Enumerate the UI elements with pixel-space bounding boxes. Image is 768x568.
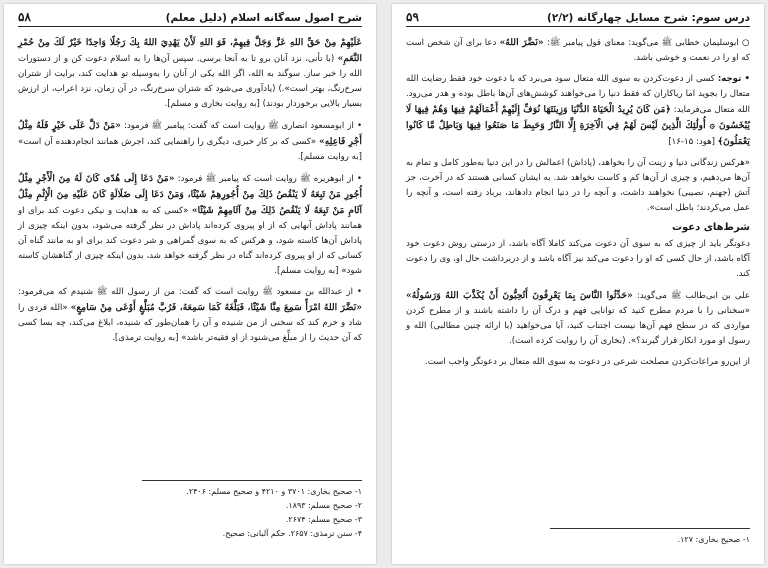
paragraph-lead: • از عبدالله بن مسعود ﷺ روایت است که گفت: من از رسول الله ﷺ شنیدم که می‌فرمود: bbox=[18, 287, 362, 297]
paragraph-text: «الله فردی را شاد و خرم کند که سخنی از من شنیده و آن را همان‌طور که شنیده، ابلاغ می‌کند، چه بسا کسی که آن حدیث را از مبلِّغ می‌شنود از او فقیه‌تر باشد» [به روایت ترمذی]. bbox=[18, 303, 362, 343]
paragraph-lead: • از ابوهریره ﷺ روایت است که پیامبر ﷺ فرمود: bbox=[177, 174, 362, 184]
paragraph-text: «سخنانی را با مردم مطرح کنید که توانایی فهم و درک آن را داشته باشند و از مطرح کردن مواردی که در سطح فهم آن‌ها نیست اجتناب کنید، آیا می‌خواهید (با ارائه چنین مطالبی) الله و رسول او مورد انکار قرار گیرند؟». (بخاری آن را روایت کرده است). bbox=[406, 306, 750, 346]
paragraph-text: (با تأنی، نزد آنان برو تا به آنجا برسی. سپس آن‌ها را به اسلام دعوت کن و از دستورات الله را خبر ساز. سوگند به الله، اگر الله یکی از آنان را به‌وسیله تو هدایت کند، برایت از شتران سرخ‌رنگ، بهتر است».) (یادآوری می‌شود که شتران سرخ‌رنگ، در آن زمان، نزد اعراب، از ارزش بسیار بالایی برخوردار بودند) [به روایت بخاری و مسلم]. bbox=[18, 54, 362, 109]
footnote: ۴- سنن ترمذی: ۲۶۵۷. حکم آلبانی: صحیح. bbox=[222, 529, 362, 538]
left-paragraph-3 bbox=[18, 171, 362, 279]
quran-verse: ﴿مَن كَانَ يُرِيدُ الْحَيَاةَ الدُّنْيَا وَزِينَتَهَا نُوَفِّ إِلَيْهِمْ أَعْمَالَهُمْ فِيهَا وَهُمْ فِيهَا لَا يُبْخَسُونَ ۞ أُولَٰئِكَ الَّذِينَ لَيْسَ لَهُمْ فِي الْآخِرَةِ إِلَّا النَّارُ وَحَبِطَ مَا صَنَعُوا فِيهَا وَبَاطِلٌ مَّا كَانُوا يَعْمَلُونَ﴾ bbox=[406, 104, 750, 147]
footnote: ۱- صحیح بخاری: ۱۲۷. bbox=[677, 535, 750, 544]
paragraph-lead: علی بن ابی‌طالب ﷺ می‌گوید: bbox=[636, 291, 750, 301]
right-paragraph-1 bbox=[406, 35, 750, 66]
paragraph-text: «هرکس زندگانی دنیا و زینت آن را بخواهد، (پاداش) اعمالش را در این دنیا به‌طور کامل و تمام به آن‌ها می‌دهیم، و چیزی از آن‌ها کم و کاست نخواهد شد. به ایشان کسانی هستند که در آخرت، جز آتش (جهنم، نصیبی) نخواهند داشت، و آنچه را در دنیا انجام دادهاند، برباد رفته است، و آنچه را عمل می‌کردند؛ باطل است». bbox=[406, 158, 750, 213]
left-page-title: شرح اصول سه‌گانه اسلام (دلیل معلم) bbox=[165, 12, 362, 24]
paragraph-text: «کسی که بر کار خیری، دیگری را راهنمایی کند، اجرش همانند انجام‌دهنده آن است» [به روایت مسلم]. bbox=[18, 137, 362, 162]
paragraph-text: «کسی که به هدایت و نیکی دعوت کند برای او همانند پاداش آنهایی که از او پیروی کرده‌اند پاداش در نظر گرفته می‌شود، بدون اینکه چیزی از پاداش آن‌ها کاسته شود، و هرکس که به سوی گمراهی و شر دعوت کند برای او به مانند گناه آن کسانی که از او پیروی کرده‌اند گناه در نظر گرفته خواهد شد، بدون اینکه چیزی از گناهشان کاسته شود» [به روایت مسلم]. bbox=[18, 206, 362, 276]
section-heading: شرط‌های دعوت bbox=[671, 222, 750, 233]
right-paragraph-6 bbox=[406, 355, 750, 370]
right-footnotes bbox=[550, 528, 750, 547]
right-paragraph-5 bbox=[406, 288, 750, 349]
paragraph-lead: ○ ابوسلیمان خطابی ﷺ می‌گوید: معنای قول پیامبر ﷺ: bbox=[546, 38, 751, 48]
hadith-arabic: «نَضَّرَ اللهُ امْرَأً سَمِعَ مِنَّا شَيْئًا، فَبَلَّغَهُ كَمَا سَمِعَهُ، فَرُبَّ مُبَلَّغٍ أَوْعَى مِنْ سَامِعٍ» bbox=[70, 302, 363, 313]
footnote: ۱- صحیح بخاری: ۳۷۰۱ و ۴۲۱۰ و صحیح مسلم: ۲۴۰۶. bbox=[186, 487, 362, 496]
left-paragraph-1 bbox=[18, 35, 362, 112]
right-page-header bbox=[406, 10, 750, 27]
paragraph-text: دعوتگر باید از چیزی که به سوی آن دعوت می‌کند کاملا آگاه باشد، از درستی روش دعوت خود آگاه باشد، از حال کسی که او را دعوت می‌کند نیز آگاه باشد و از دربرداشت حال او، وی را دعوت کند. bbox=[406, 239, 750, 279]
right-page-number: ۵۹ bbox=[406, 10, 419, 24]
left-paragraph-4 bbox=[18, 285, 362, 346]
left-page-header bbox=[18, 10, 362, 27]
left-page-number: ۵۸ bbox=[18, 10, 31, 24]
hadith-arabic: «مَنْ دَعَا إِلَى هُدًى كَانَ لَهُ مِنَ الْأَجْرِ مِثْلُ أُجُورِ مَنْ تَبِعَهُ لَا يَنْقُصُ ذَلِكَ مِنْ أُجُورِهِمْ شَيْئًا، وَمَنْ دَعَا إِلَى ضَلَالَةٍ كَانَ عَلَيْهِ مِنَ الْإِثْمِ مِثْلُ آثَامِ مَنْ تَبِعَهُ لَا يَنْقُصُ ذَلِكَ مِنْ آثَامِهِمْ شَيْئًا» bbox=[18, 173, 362, 216]
right-paragraph-4 bbox=[406, 237, 750, 282]
paragraph-lead: • از ابومسعود انصاری ﷺ روایت است که گفت: پیامبر ﷺ فرمود: bbox=[123, 121, 363, 131]
hadith-arabic: «حَدِّثُوا النَّاسَ بِمَا يَعْرِفُونَ أَتُحِبُّونَ أَنْ يُكَذَّبَ اللهُ وَرَسُولُهُ» bbox=[406, 290, 633, 301]
left-page bbox=[4, 4, 376, 564]
right-paragraph-3 bbox=[406, 156, 750, 216]
note-label: • توجه: bbox=[717, 74, 750, 84]
left-footnotes bbox=[142, 480, 362, 541]
hadith-arabic: عَلَيْهِمْ مِنْ حَقِّ اللهِ عَزَّ وَجَلَّ فِيهِمْ، فَوَ اللهِ لَأَنْ يَهْدِيَ اللهُ بِكَ رَجُلًا وَاحِدًا خَيْرٌ لَكَ مِنْ حُمْرِ النَّعَمِ» bbox=[18, 37, 362, 64]
paragraph-text: دعا برای آن شخص است که او را در نعمت و خوشی باشد. bbox=[406, 38, 750, 63]
right-page-title: درس سوم: شرح مسایل چهارگانه (۲/۲) bbox=[547, 12, 750, 24]
footnote: ۲- صحیح مسلم: ۱۸۹۳. bbox=[285, 501, 362, 510]
footnote: ۳- صحیح مسلم: ۲۶۷۴. bbox=[285, 515, 362, 524]
paragraph-text: از این‌رو مراعات‌کردن مصلحت شرعی در دعوت به سوی الله متعال بر دعوتگر واجب است. bbox=[424, 357, 750, 367]
verse-reference: [هود: ۱۵-۱۶] bbox=[668, 137, 716, 147]
hadith-arabic: «نَضَّرَ اللهُ» bbox=[499, 37, 544, 48]
right-paragraph-2 bbox=[406, 72, 750, 150]
right-page bbox=[392, 4, 764, 564]
paragraph-text: کسی از دعوت‌کردن به سوی الله متعال سود می‌برد که با دعوت خود فقط رضایت الله متعال را بجوید اما ریاکاران که فقط دنیا را می‌خواهند کوشش‌های آن‌ها باطل بوده و هدر می‌رود. الله متعال می‌فرماید: bbox=[406, 74, 750, 115]
hadith-arabic: «مَنْ دَلَّ عَلَى خَيْرٍ فَلَهُ مِثْلُ أَجْرِ فَاعِلِهِ» bbox=[18, 120, 362, 147]
left-paragraph-2 bbox=[18, 118, 362, 165]
